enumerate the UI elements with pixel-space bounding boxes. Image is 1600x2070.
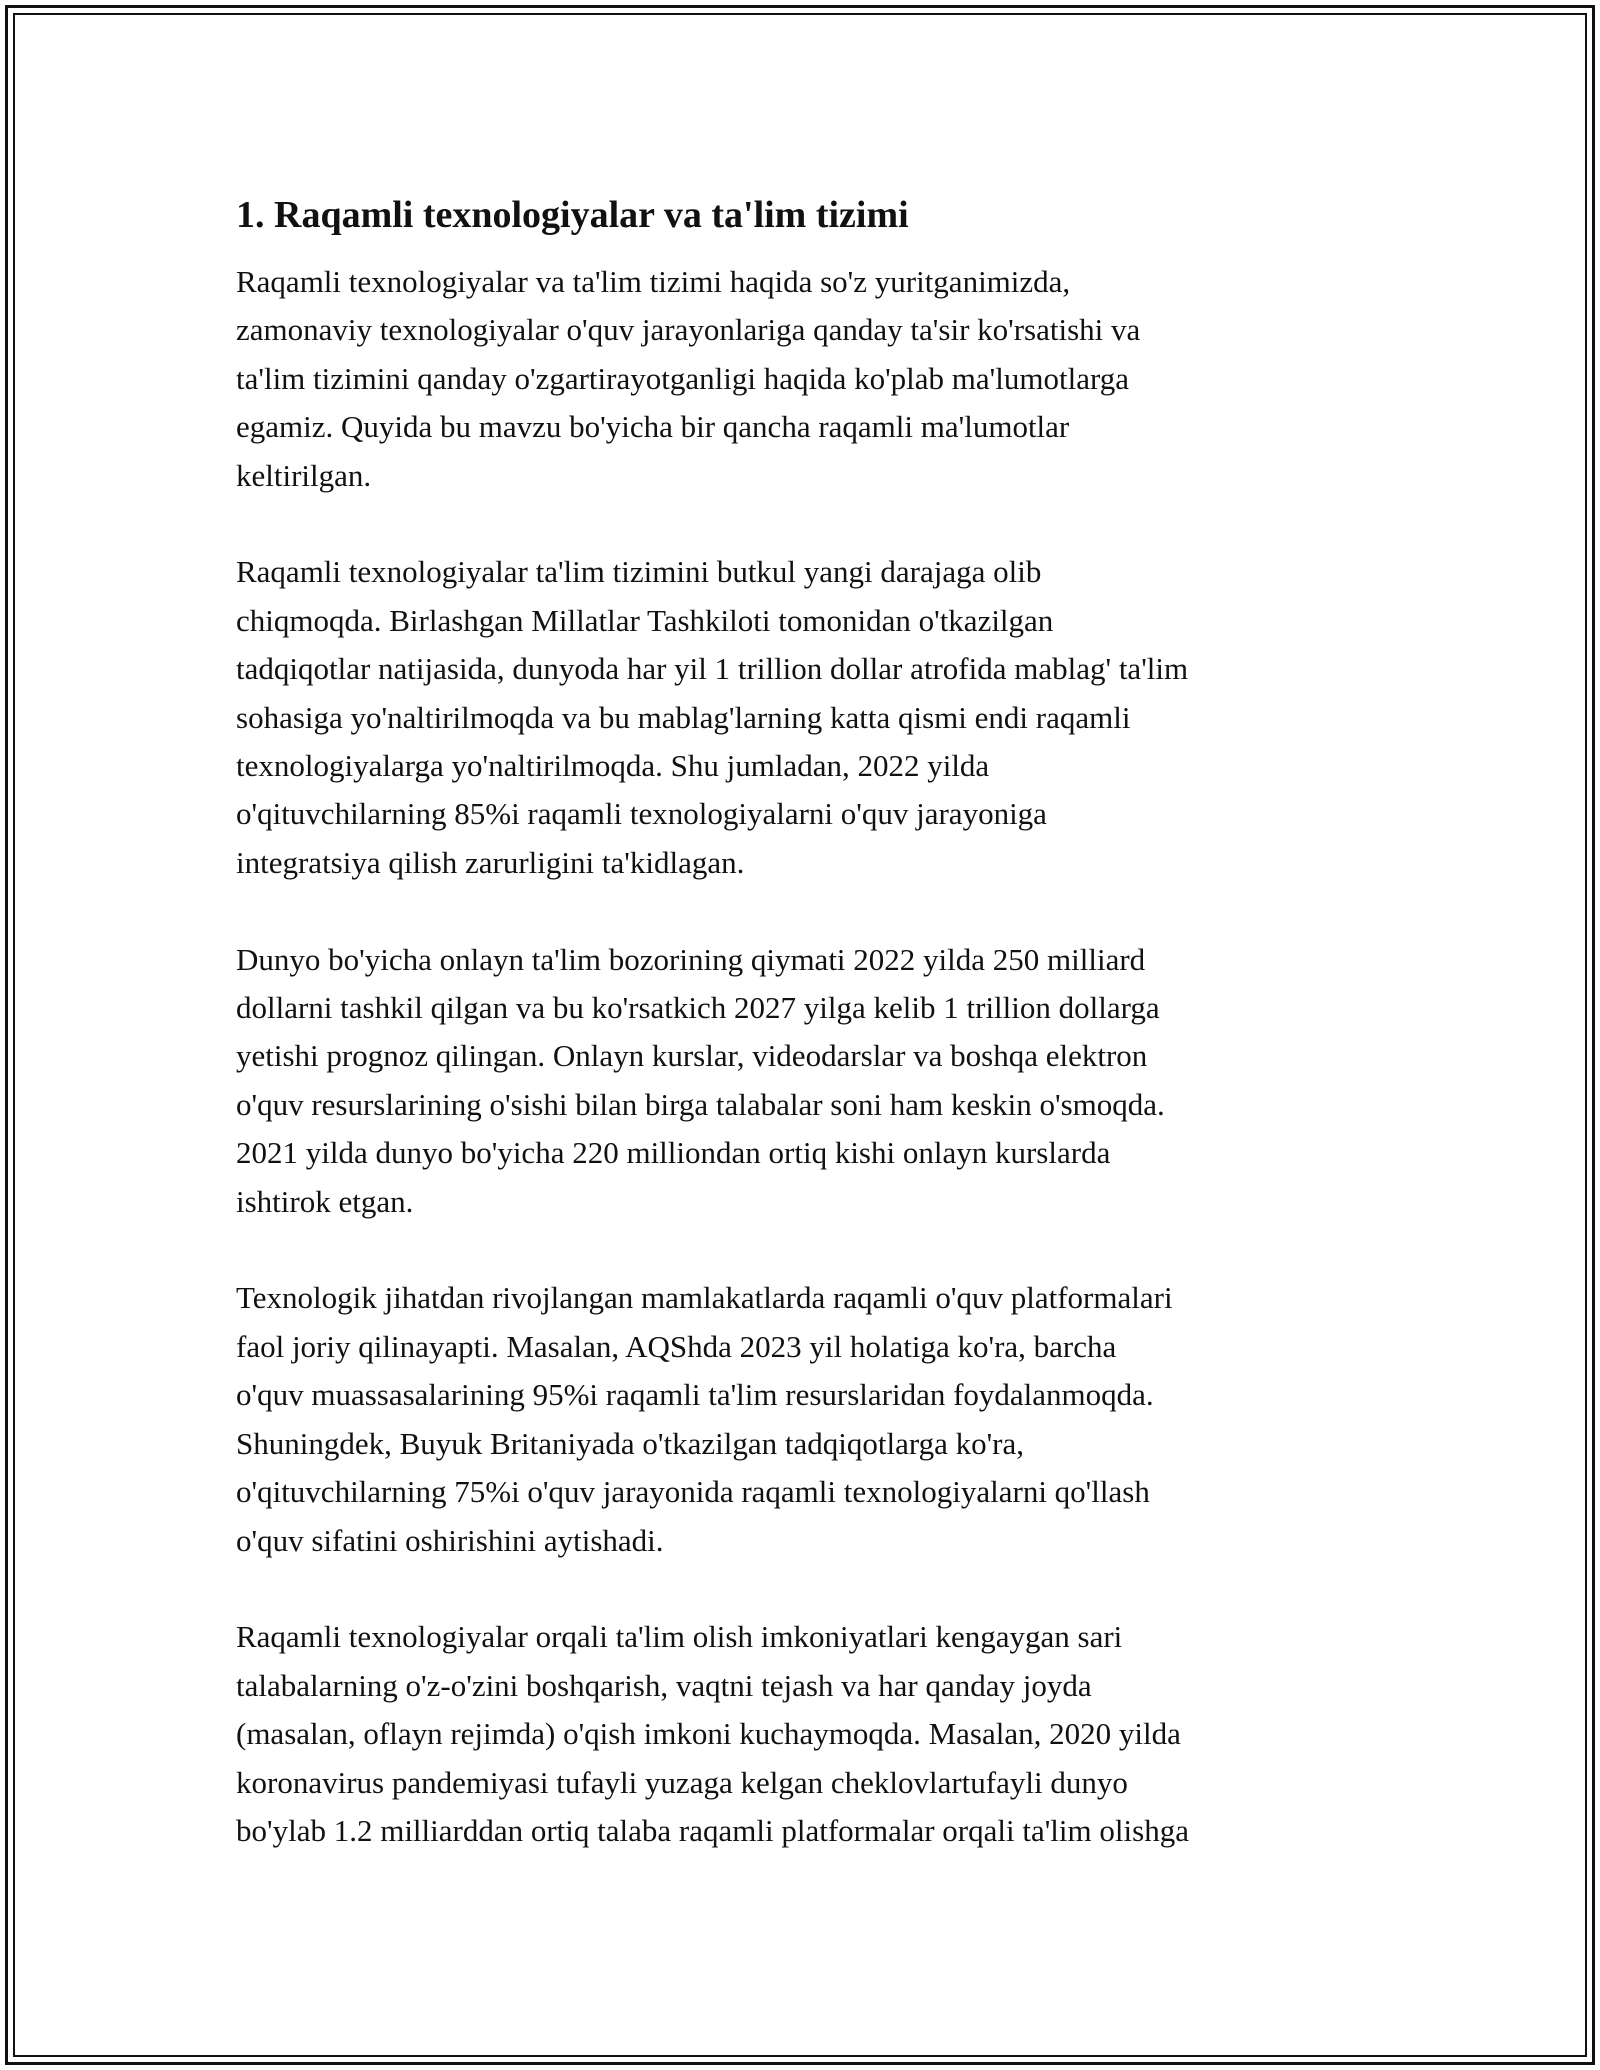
- paragraph-online-market: [236, 936, 1376, 1226]
- text-line: o'quv sifatini oshirishini aytishadi.: [236, 1522, 664, 1558]
- text-line: faol joriy qilinayapti. Masalan, AQShda 2023 yil holatiga ko'ra, barcha: [236, 1328, 1117, 1364]
- paragraph-investment: [236, 548, 1376, 887]
- text-line: Dunyo bo'yicha onlayn ta'lim bozorining qiymati 2022 yilda 250 milliard: [236, 941, 1146, 977]
- text-line: keltirilgan.: [236, 457, 372, 493]
- text-line: Shuningdek, Buyuk Britaniyada o'tkazilgan tadqiqotlarga ko'ra,: [236, 1425, 1025, 1461]
- text-line: Texnologik jihatdan rivojlangan mamlakatlarda raqamli o'quv platformalari: [236, 1280, 1173, 1316]
- text-line: dollarni tashkil qilgan va bu ko'rsatkich 2027 yilga kelib 1 trillion dollarga: [236, 990, 1160, 1026]
- text-line: Raqamli texnologiyalar va ta'lim tizimi haqida so'z yuritganimizda,: [236, 264, 1071, 299]
- paragraph-developed-countries: [236, 1274, 1376, 1564]
- text-line: bo'ylab 1.2 milliarddan ortiq talaba raqamli platformalar orqali ta'lim olishga: [236, 1812, 1189, 1848]
- text-line: o'quv resurslarining o'sishi bilan birga talabalar soni ham keskin o'smoqda.: [236, 1086, 1165, 1122]
- text-line: zamonaviy texnologiyalar o'quv jarayonlariga qanday ta'sir ko'rsatishi va: [236, 312, 1141, 348]
- section-title: 1. Raqamli texnologiyalar va ta'lim tizimi: [236, 194, 909, 236]
- text-line: texnologiyalarga yo'naltirilmoqda. Shu jumladan, 2022 yilda: [236, 748, 990, 784]
- text-line: egamiz. Quyida bu mavzu bo'yicha bir qancha raqamli ma'lumotlar: [236, 409, 1070, 445]
- text-line: Raqamli texnologiyalar orqali ta'lim olish imkoniyatlari kengaygan sari: [236, 1619, 1123, 1655]
- text-line: ta'lim tizimini qanday o'zgartirayotganligi haqida ko'plab ma'lumotlarga: [236, 360, 1129, 396]
- text-line: koronavirus pandemiyasi tufayli yuzaga kelgan cheklovlartufayli dunyo: [236, 1764, 1128, 1800]
- text-line: tadqiqotlar natijasida, dunyoda har yil 1 trillion dollar atrofida mablag' ta'lim: [236, 651, 1189, 687]
- text-line: talabalarning o'z-o'zini boshqarish, vaqtni tejash va har qanday joyda: [236, 1667, 1092, 1703]
- paragraph-opportunities: [236, 1613, 1376, 1855]
- text-line: (masalan, oflayn rejimda) o'qish imkoni kuchaymoqda. Masalan, 2020 yilda: [236, 1716, 1181, 1752]
- text-line: chiqmoqda. Birlashgan Millatlar Tashkiloti tomonidan o'tkazilgan: [236, 602, 1054, 638]
- text-line: 2021 yilda dunyo bo'yicha 220 milliondan ortiq kishi onlayn kurslarda: [236, 1135, 1111, 1171]
- text-line: Raqamli texnologiyalar ta'lim tizimini butkul yangi darajaga olib: [236, 554, 1042, 590]
- text-line: ishtirok etgan.: [236, 1183, 414, 1219]
- document-body: [236, 186, 1376, 1904]
- text-line: o'qituvchilarning 75%i o'quv jarayonida raqamli texnologiyalarni qo'llash: [236, 1474, 1150, 1510]
- text-line: sohasiga yo'naltirilmoqda va bu mablag'larning katta qismi endi raqamli: [236, 699, 1131, 735]
- text-line: integratsiya qilish zarurligini ta'kidlagan.: [236, 844, 745, 880]
- text-line: yetishi prognoz qilingan. Onlayn kurslar, videodarslar va boshqa elektron: [236, 1038, 1148, 1074]
- text-line: o'quv muassasalarining 95%i raqamli ta'lim resurslaridan foydalanmoqda.: [236, 1377, 1154, 1413]
- text-line: o'qituvchilarning 85%i raqamli texnologiyalarni o'quv jarayoniga: [236, 796, 1047, 832]
- paragraph-intro: [236, 258, 1376, 500]
